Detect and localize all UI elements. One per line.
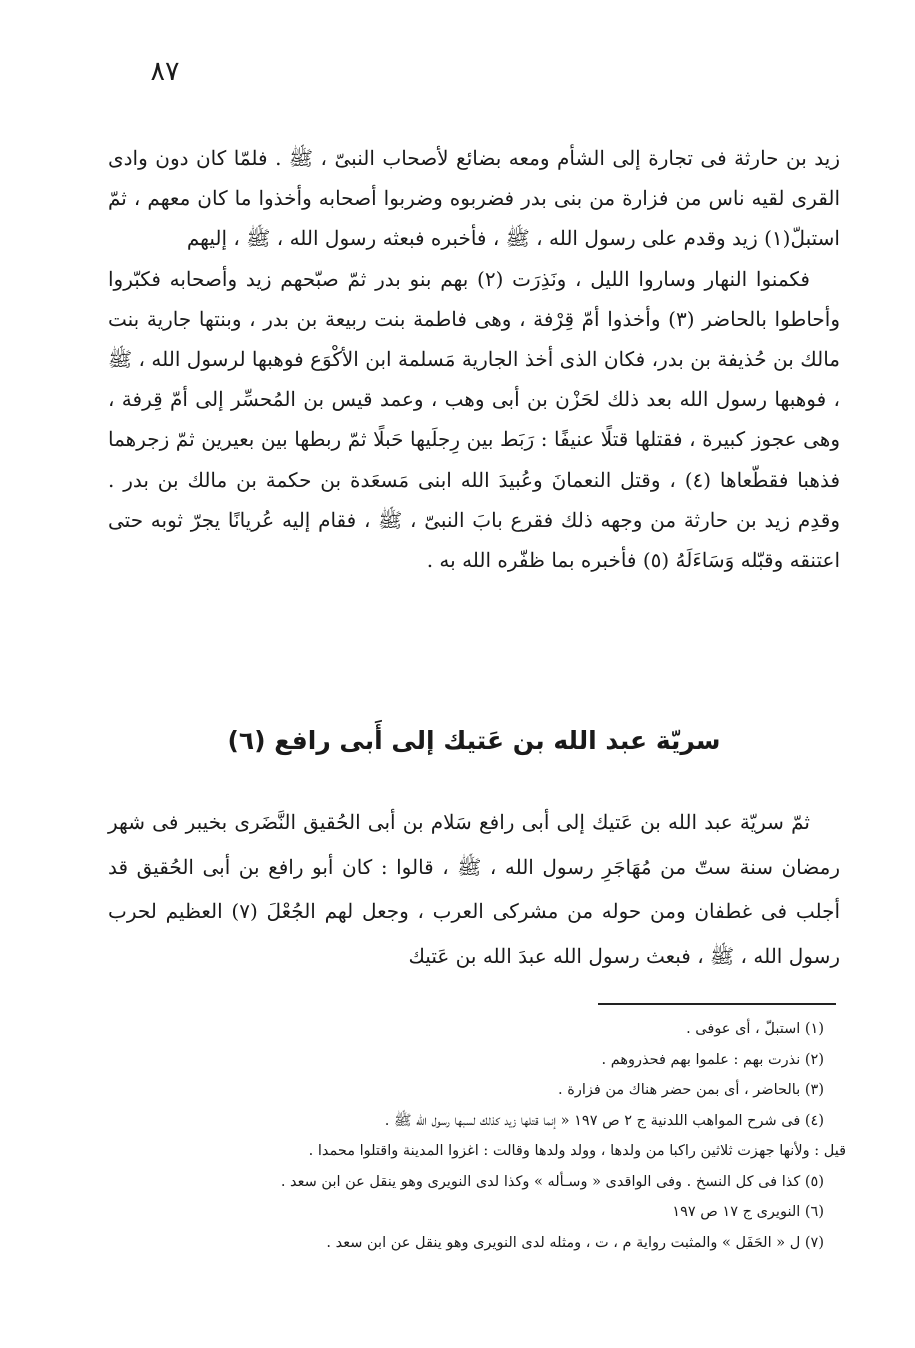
footnote: (٢) نذرت بهم : علموا بهم فحذروهم . — [601, 1051, 824, 1068]
page-number: ٨٧ — [150, 56, 180, 87]
footnote-continuation: قيل : ولأنها جهزت ثلاثين راكبا من ولدها ، وولد ولدها وقالت : اغزوا المدينة واقتلوا محمدا . — [308, 1143, 846, 1159]
footnotes — [108, 1014, 846, 1258]
second-text-block — [108, 800, 840, 978]
footnote: (٦) النويرى ج ١٧ ص ١٩٧ — [672, 1204, 824, 1220]
footnote: (٤) فى شرح المواهب اللدنية ج ٢ ص ١٩٧ « إنما قتلها زيد كذلك لسبها رسول الله ﷺ . — [384, 1112, 824, 1129]
footnote: (٥) كذا فى كل النسخ . وفى الواقدى « وسـأله » وكذا لدى النويرى وهو ينقل عن ابن سعد . — [280, 1173, 824, 1190]
paragraph: زيد بن حارثة فى تجارة إلى الشأم ومعه بضائع لأصحاب النبىّ ، ﷺ . فلمّا كان دون وادى القرى لقيه ناس من فزارة من بنى بدر فضربوه وضربوا أصحابه وأخذوا ما كان معهم ، ثمّ استبلّ(١) زيد وقدم على رسول الله ، ﷺ ، فأخبره فبعثه رسول الله ، ﷺ ، إليهم — [108, 146, 840, 251]
main-text-block — [108, 138, 840, 580]
footnote: (١) استبلّ ، أى عوفى . — [686, 1021, 824, 1037]
footnote: (٧) ل « الحَفَل » والمثبت رواية م ، ت ، ومثله لدى النويرى وهو ينقل عن ابن سعد . — [326, 1234, 824, 1251]
paragraph: فكمنوا النهار وساروا الليل ، ونَذِرَت (٢) بهم بنو بدر ثمّ صبّحهم زيد وأصحابه فكبّروا وأحاطوا بالحاضر (٣) وأخذوا أمّ قِرْفة ، وهى فاطمة بنت ربيعة بن بدر ، وبنتها جارية بنت مالك بن حُذيفة بن بدر، فكان الذى أخذ الجارية مَسلمة ابن الأكْوَع فوهبها لرسول الله ، ﷺ ، فوهبها رسول الله بعد ذلك لحَزْن بن أبى وهب ، وعمد قيس بن المُحسِّر إلى أمّ قِرفة ، وهى عجوز كبيرة ، فقتلها قتلًا عنيفًا : رَبَط بين رِجلَيها حَبلًا ثمّ ربطها بين بعيرين ثمّ زجرهما فذهبا فقطّعاها (٤) ، وقتل النعمانَ وعُبيدَ الله ابنى مَسعَدة بن حكمة بن مالك بن بدر . وقدِم زيد بن حارثة من وجهه ذلك فقرع بابَ النبىّ ، ﷺ ، فقام إليه عُريانًا يجرّ ثوبه حتى اعتنقه وقبّله وَسَاءَلَهُ (٥) فأخبره بما ظفّره الله به . — [108, 266, 841, 573]
paragraph: ثمّ سريّة عبد الله بن عَتيك إلى أبى رافع سَلام بن أبى الحُقيق النَّضَرى بخيبر فى شهر رمضان سنة ستّ من مُهَاجَرِ رسول الله ، ﷺ ، قالوا : كان أبو رافع بن أبى الحُقيق قد أجلب فى غطفان ومن حوله من مشركى العرب ، وجعل لهم الجُعْلَ (٧) العظيم لحرب رسول الله ، ﷺ ، فبعث رسول الله عبدَ الله بن عَتيك — [108, 810, 840, 968]
section-heading: سريّة عبد الله بن عَتيك إلى أَبى رافع (٦) — [227, 726, 721, 755]
footnote-separator — [598, 1003, 836, 1005]
footnote: (٣) بالحاضر ، أى بمن حضر هناك من فزارة . — [558, 1082, 824, 1098]
